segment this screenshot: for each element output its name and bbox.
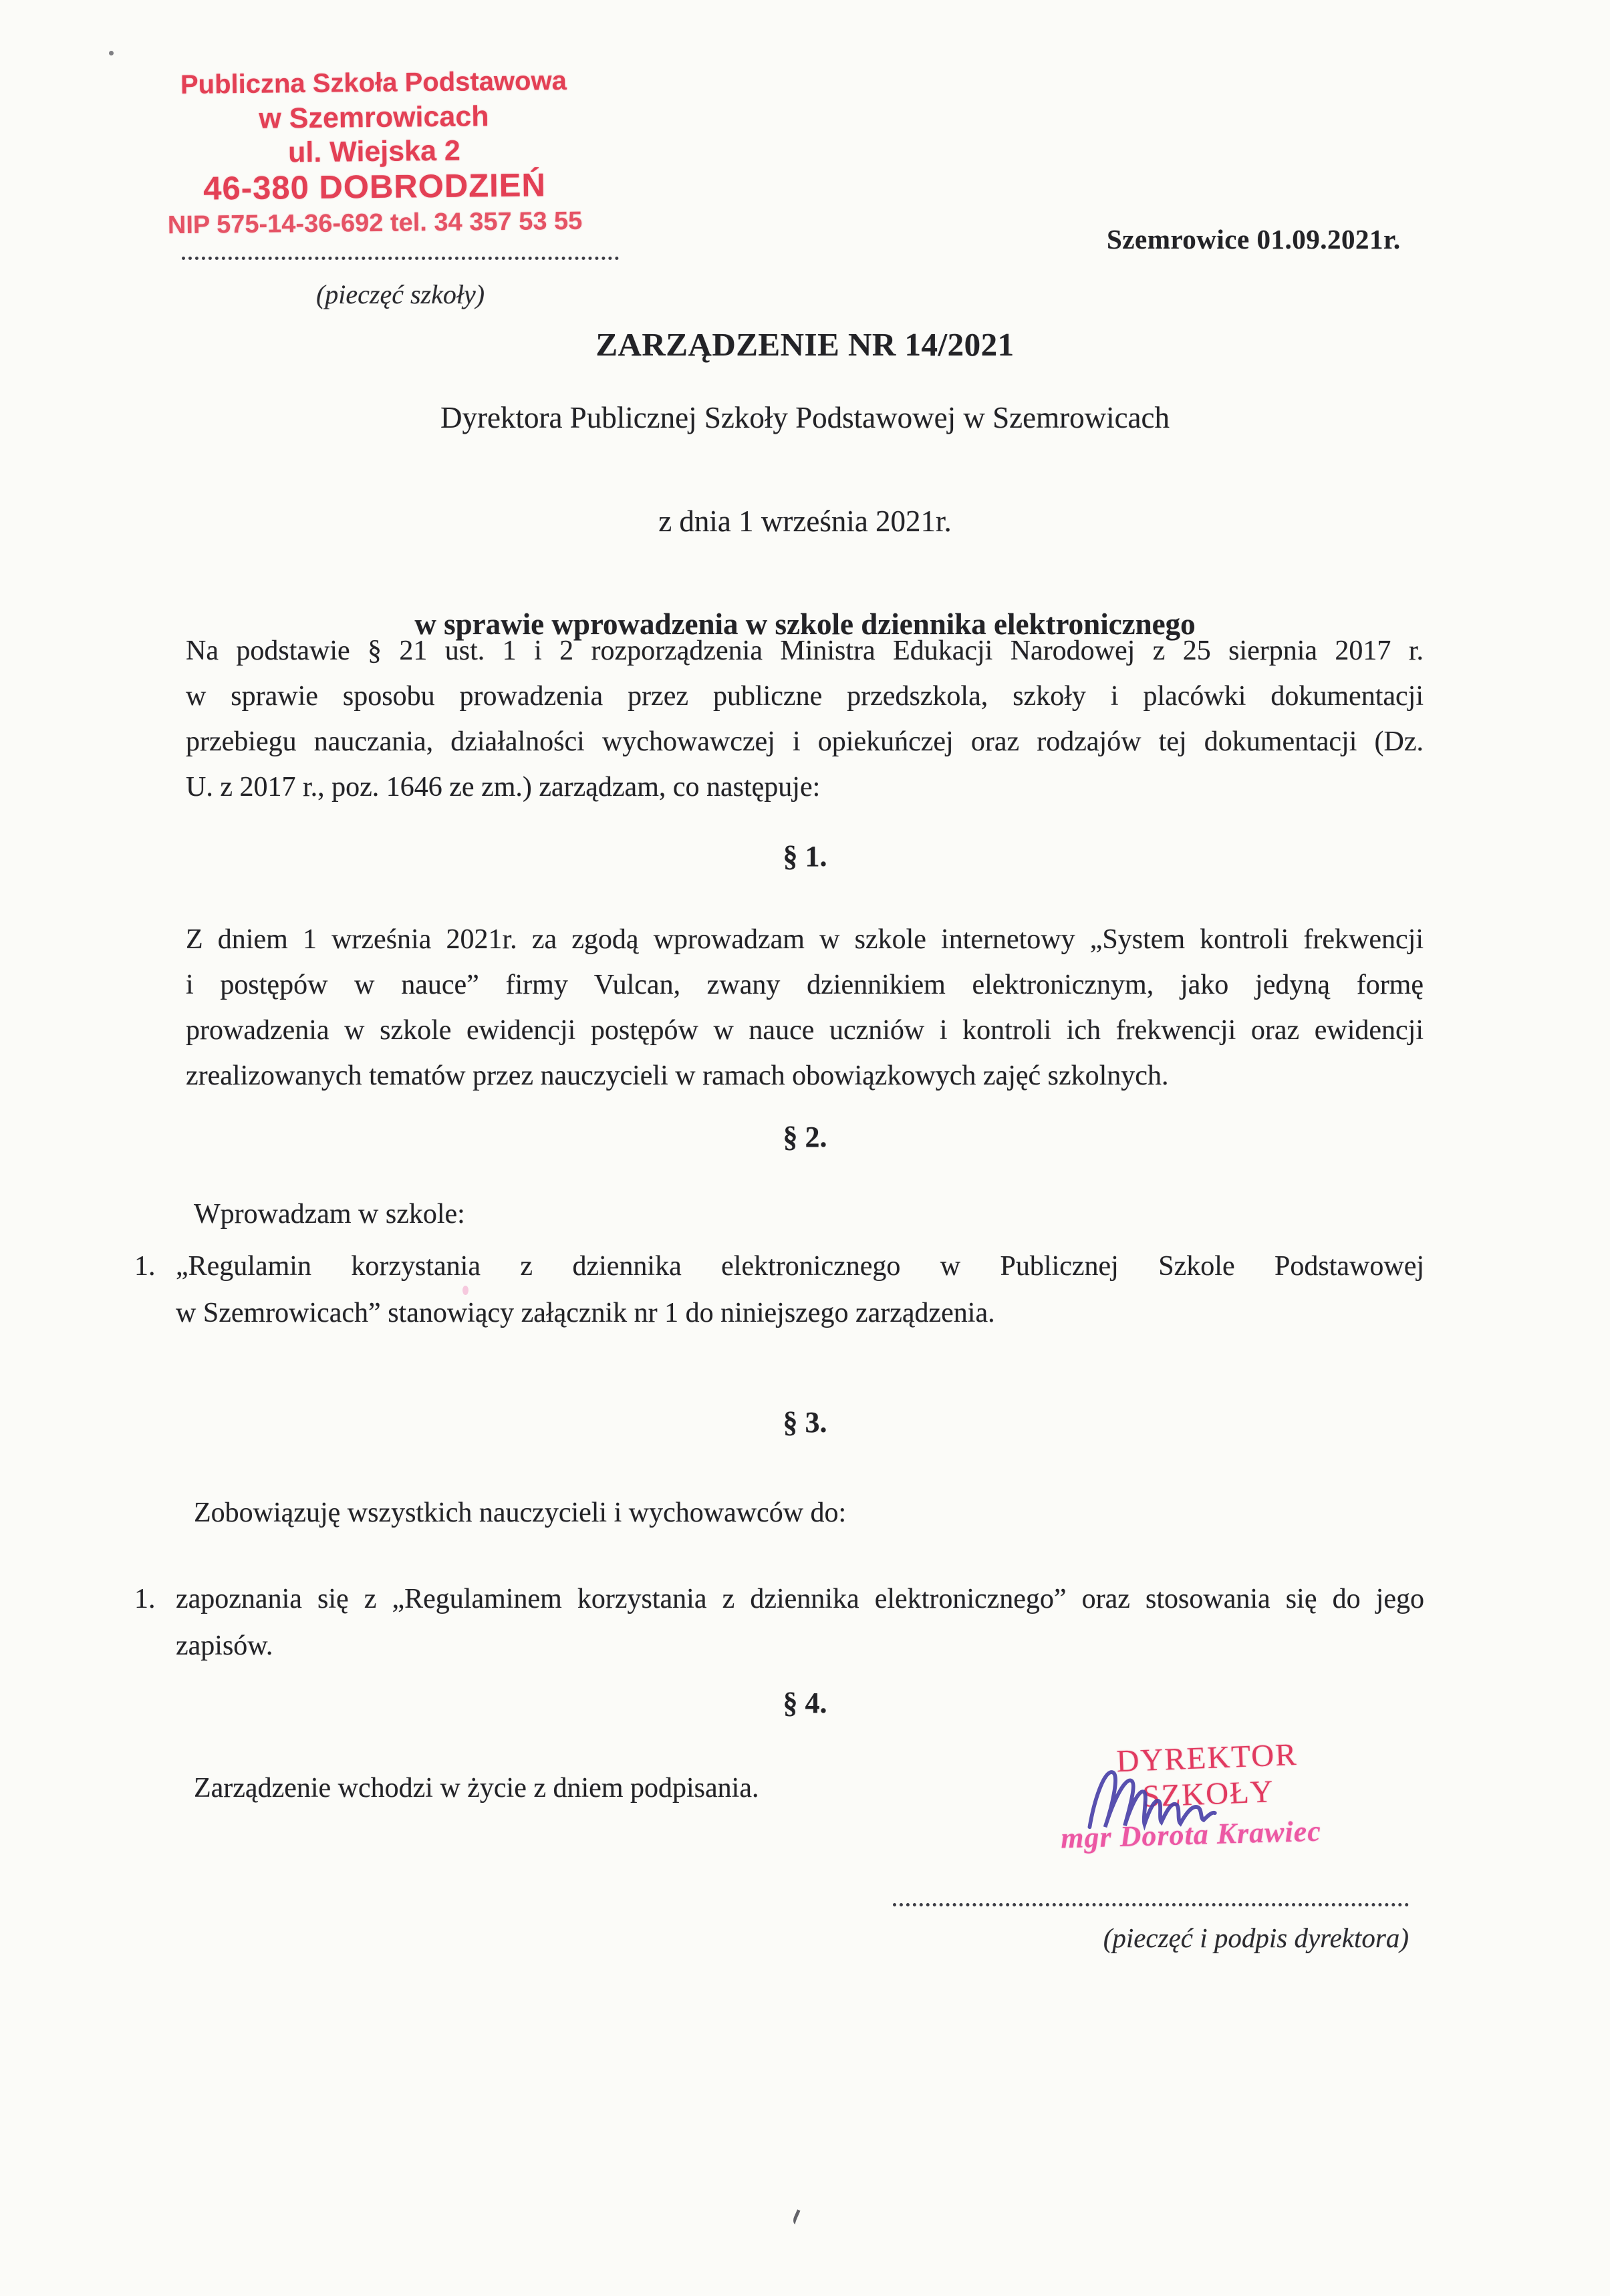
- text-line: Na podstawie § 21 ust. 1 i 2 rozporządzenia Ministra Edukacji Narodowej z 25 sierpnia 2017 r.: [186, 635, 1424, 666]
- school-stamp-line-1: Publiczna Szkoła Podstawowa: [180, 65, 567, 100]
- school-stamp-line-2: w Szemrowicach: [259, 100, 489, 135]
- place-date-line: Szemrowice 01.09.2021r.: [1107, 224, 1401, 255]
- list-item-text: [176, 1243, 1424, 1336]
- text-line: Z dniem 1 września 2021r. za zgodą wprowadzam w szkole internetowy „System kontroli frekwencji: [186, 924, 1424, 955]
- text-line: w Szemrowicach” stanowiący załącznik nr 1 do niniejszego zarządzenia.: [176, 1298, 995, 1328]
- section-3-item-1: [134, 1576, 1424, 1669]
- text-line: zrealizowanych tematów przez nauczycieli w ramach obowiązkowych zajęć szkolnych.: [186, 1060, 1169, 1091]
- stamp-caption: (pieczęć szkoły): [315, 279, 485, 309]
- text-line: „Regulamin korzystania z dziennika elektronicznego w Publicznej Szkole Podstawowej: [176, 1251, 1424, 1282]
- section-1-marker: § 1.: [783, 840, 827, 873]
- section-4-marker: § 4.: [783, 1687, 827, 1719]
- director-name-stamp: mgr Dorota Krawiec: [1060, 1814, 1322, 1855]
- closing-sentence: Zarządzenie wchodzi w życie z dniem podpisania.: [194, 1773, 759, 1804]
- scan-artifact-dot: [109, 51, 114, 55]
- section-3-marker: § 3.: [783, 1406, 827, 1439]
- text-line: prowadzenia w szkole ewidencji postępów w nauce uczniów i kontroli ich frekwencji oraz ewidencji: [186, 1015, 1424, 1046]
- text-line: w sprawie sposobu prowadzenia przez publiczne przedszkola, szkoły i placówki dokumentacji: [186, 681, 1424, 712]
- legal-basis-paragraph: [186, 628, 1424, 810]
- text-line: zapoznania się z „Regulaminem korzystania z dziennika elektronicznego” oraz stosowania się do jego: [176, 1584, 1424, 1614]
- school-stamp-line-5: NIP 575-14-36-692 tel. 34 357 53 55: [167, 206, 583, 240]
- school-stamp-line-3: ul. Wiejska 2: [287, 134, 461, 169]
- school-stamp: [153, 63, 596, 243]
- document-title: ZARZĄDZENIE NR 14/2021: [595, 326, 1015, 363]
- text-line: U. z 2017 r., poz. 1646 ze zm.) zarządzam, co następuje:: [186, 772, 821, 803]
- scan-artifact-speck: [462, 1286, 468, 1295]
- scan-artifact-mark: [791, 2209, 805, 2226]
- document-author: Dyrektora Publicznej Szkoły Podstawowej w Szemrowicach: [440, 401, 1170, 434]
- signature-caption: (pieczęć i podpis dyrektora): [1103, 1922, 1409, 1953]
- document-date: z dnia 1 września 2021r.: [658, 505, 952, 538]
- text-line: zapisów.: [176, 1630, 273, 1661]
- text-line: i postępów w nauce” firmy Vulcan, zwany dziennikiem elektronicznym, jako jedyną formę: [186, 970, 1424, 1000]
- document-subject: w sprawie wprowadzenia w szkole dziennika elektronicznego: [414, 607, 1196, 641]
- section-2-lead: Wprowadzam w szkole:: [194, 1199, 465, 1230]
- section-3-lead: Zobowiązuję wszystkich nauczycieli i wychowawców do:: [194, 1497, 847, 1528]
- section-1-body: [186, 917, 1424, 1099]
- list-item-text: [176, 1576, 1424, 1669]
- list-item-number: 1.: [134, 1251, 156, 1282]
- section-2-marker: § 2.: [783, 1121, 827, 1153]
- list-item-number: 1.: [134, 1584, 156, 1614]
- director-role-stamp: DYREKTOR SZKOŁY: [1115, 1737, 1299, 1814]
- text-line: przebiegu nauczania, działalności wychowawczej i opiekuńczej oraz rodzajów tej dokumentacji (Dz.: [186, 726, 1424, 757]
- section-2-item-1: [134, 1243, 1424, 1336]
- school-stamp-line-4: 46-380 DOBRODZIEŃ: [203, 167, 547, 207]
- signature-dotted-line: [893, 1903, 1409, 1906]
- stamp-dotted-line: [182, 257, 619, 260]
